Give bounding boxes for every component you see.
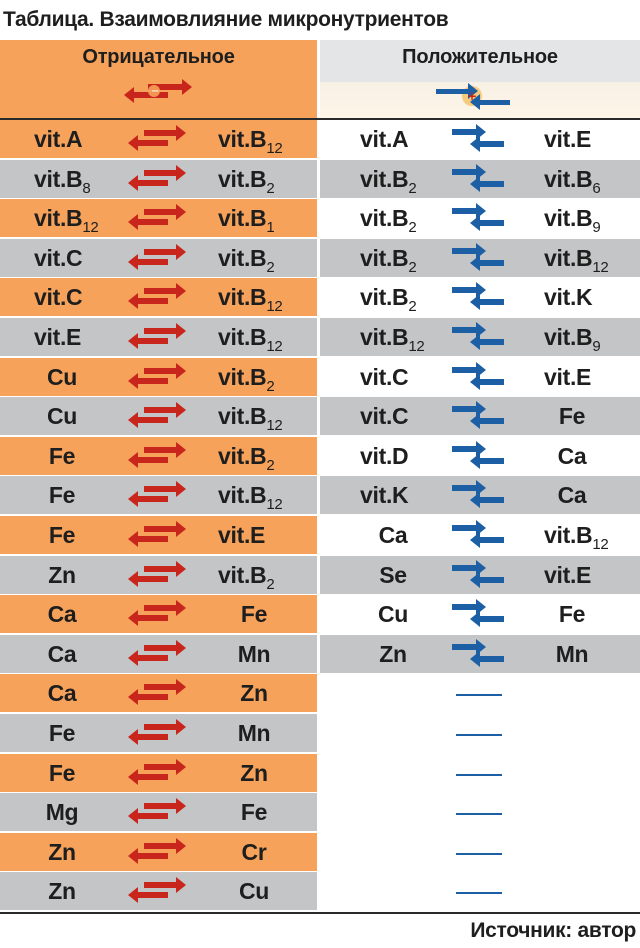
no-interaction-dash (456, 734, 502, 736)
blue-arrow-right (452, 401, 486, 417)
red-arrow-left (128, 214, 168, 230)
red-arrow-right (144, 204, 186, 220)
red-arrow-right (144, 561, 186, 577)
red-arrow-right (144, 798, 186, 814)
red-arrow-right (144, 402, 186, 418)
red-arrow-left (128, 650, 168, 666)
red-arrow-left (128, 689, 168, 705)
red-arrow-left (128, 887, 168, 903)
blue-arrow-right (452, 203, 486, 219)
positive-nutrient-b: Fe (558, 601, 586, 628)
negative-header-label: Отрицательное (82, 46, 235, 68)
positive-cell (320, 635, 640, 673)
column-separator (317, 397, 320, 435)
positive-interaction-arrow (448, 241, 508, 275)
negative-nutrient-b: $vit.B_{12}$ (218, 284, 283, 316)
table-row (0, 833, 640, 871)
column-separator (317, 635, 320, 673)
positive-nutrient-b: Fe (558, 403, 586, 430)
column-separator (317, 793, 320, 831)
negative-interaction-arrow (124, 478, 190, 512)
negative-nutrient-a: Zn (48, 838, 76, 865)
negative-nutrient-a: $vit.B_8$ (34, 165, 91, 197)
negative-interaction-arrow (124, 439, 190, 473)
positive-cell (320, 674, 640, 712)
red-arrow-right (144, 125, 186, 141)
negative-nutrient-b: $vit.B_1$ (218, 205, 275, 237)
column-separator (317, 199, 320, 237)
negative-nutrient-a: Fe (48, 442, 76, 469)
positive-interaction-arrow (448, 478, 508, 512)
red-arrow-left (128, 491, 168, 507)
positive-cell (320, 318, 640, 356)
positive-nutrient-b: $vit.B_9$ (544, 324, 601, 355)
negative-nutrient-a: Fe (48, 720, 76, 746)
table-row (0, 278, 640, 316)
table-row (0, 476, 640, 514)
positive-nutrient-a: vit.C (360, 403, 409, 430)
negative-nutrient-b: Zn (240, 680, 268, 707)
negative-nutrient-a: vit.A (34, 126, 83, 152)
blue-arrow-left (470, 611, 504, 627)
red-arrow-right (144, 283, 186, 299)
column-separator (317, 358, 320, 396)
negative-interaction-arrow (124, 518, 190, 552)
table-row (0, 437, 640, 475)
positive-cell (320, 754, 640, 792)
negative-interaction-arrow (124, 360, 190, 394)
column-separator (317, 278, 320, 316)
negative-nutrient-a: Fe (48, 482, 76, 509)
negative-nutrient-b: $vit.B_{12}$ (218, 126, 283, 157)
negative-interaction-arrow (124, 122, 190, 156)
negative-nutrient-a: Fe (48, 522, 76, 548)
negative-nutrient-b: Fe (240, 601, 268, 628)
positive-cell (320, 476, 640, 514)
negative-cell (0, 833, 317, 871)
red-arrow-left (128, 254, 168, 270)
red-arrow-right (144, 363, 186, 379)
red-arrow-left (128, 848, 168, 864)
negative-interaction-arrow (124, 597, 190, 631)
negative-cell (0, 595, 317, 633)
table-row (0, 516, 640, 554)
red-arrow-right (144, 838, 186, 854)
positive-cell (320, 160, 640, 198)
negative-interaction-arrow (124, 399, 190, 433)
negative-cell (0, 437, 317, 475)
negative-nutrient-a: vit.E (34, 324, 82, 350)
red-arrow-left (128, 729, 168, 745)
negative-interaction-arrow (124, 162, 190, 196)
red-arrow-left (128, 769, 168, 785)
negative-cell (0, 714, 317, 752)
red-arrow-left (128, 452, 168, 468)
blue-arrow-right (452, 480, 486, 496)
negative-cell (0, 120, 317, 158)
positive-cell (320, 556, 640, 594)
red-arrow-right (144, 640, 186, 656)
red-arrow-right (144, 877, 186, 893)
positive-nutrient-a: Zn (379, 640, 407, 667)
positive-nutrient-b: Ca (557, 482, 587, 509)
column-separator (317, 516, 320, 554)
table-row (0, 556, 640, 594)
red-arrow-right (144, 521, 186, 537)
table-row (0, 358, 640, 396)
negative-interaction-arrow (124, 676, 190, 710)
positive-interaction-arrow (448, 320, 508, 354)
red-arrow-right (144, 442, 186, 458)
negative-nutrient-b: $vit.B_{12}$ (218, 324, 283, 355)
positive-nutrient-b: $vit.B_9$ (544, 205, 601, 237)
blue-arrow-left (470, 651, 504, 667)
negative-nutrient-a: $vit.B_{12}$ (34, 205, 99, 237)
red-arrow-left (128, 175, 168, 191)
positive-interaction-arrow (448, 597, 508, 631)
blue-arrow-left (470, 532, 504, 548)
table-row (0, 318, 640, 356)
positive-nutrient-a: vit.D (360, 442, 409, 469)
positive-nutrient-a: $vit.B_2$ (360, 165, 417, 197)
blue-arrow-right (452, 282, 486, 298)
negative-nutrient-b: $vit.B_2$ (218, 244, 275, 276)
blue-arrow-left (470, 453, 504, 469)
red-arrow-left (128, 333, 168, 349)
negative-cell (0, 239, 317, 277)
red-arrow-right (144, 481, 186, 497)
column-separator (317, 476, 320, 514)
positive-cell (320, 120, 640, 158)
table-row (0, 872, 640, 910)
negative-cell (0, 160, 317, 198)
negative-nutrient-a: Cu (46, 363, 78, 390)
negative-nutrient-a: Zn (48, 878, 76, 905)
negative-cell (0, 754, 317, 792)
bottom-rule (0, 912, 640, 914)
positive-interaction-arrow (448, 558, 508, 592)
positive-interaction-arrow (448, 280, 508, 314)
blue-arrow-left (470, 572, 504, 588)
negative-cell (0, 476, 317, 514)
negative-cell (0, 793, 317, 831)
negative-cell (0, 318, 317, 356)
red-arrow-left (128, 135, 168, 151)
positive-nutrient-b: $vit.B_{12}$ (544, 522, 609, 553)
blue-arrow-right (452, 124, 486, 140)
positive-cell (320, 199, 640, 237)
no-interaction-dash (456, 813, 502, 815)
positive-nutrient-b: vit.E (544, 126, 592, 152)
positive-cell (320, 595, 640, 633)
positive-interaction-arrow (448, 518, 508, 552)
blue-arrow-right (452, 243, 486, 259)
column-separator (317, 437, 320, 475)
column-separator (317, 754, 320, 792)
negative-cell (0, 674, 317, 712)
negative-nutrient-b: Mn (237, 640, 271, 667)
no-interaction-dash (456, 694, 502, 696)
column-separator (317, 714, 320, 752)
negative-nutrient-b: vit.E (218, 522, 266, 548)
negative-nutrient-b: $vit.B_2$ (218, 442, 275, 474)
red-arrow-right (144, 679, 186, 695)
positive-cell (320, 358, 640, 396)
table-title: Таблица. Взаимовлияние микронутриентов (3, 8, 449, 31)
red-arrow-left (128, 610, 168, 626)
positive-nutrient-b: Ca (557, 442, 587, 469)
column-separator (317, 318, 320, 356)
positive-nutrient-b: vit.E (544, 561, 592, 588)
positive-cell (320, 397, 640, 435)
column-separator (317, 595, 320, 633)
positive-interaction-icon (430, 78, 520, 112)
blue-arrow-right (452, 560, 486, 576)
table-row (0, 635, 640, 673)
negative-nutrient-a: Ca (47, 680, 77, 707)
column-separator (317, 160, 320, 198)
blue-arrow-left (470, 215, 504, 231)
negative-nutrient-b: Fe (240, 799, 268, 826)
blue-arrow-left (470, 294, 504, 310)
negative-interaction-arrow (124, 756, 190, 790)
svg-text:−: − (151, 86, 160, 97)
red-arrow-right (144, 600, 186, 616)
negative-nutrient-b: $vit.B_{12}$ (218, 482, 283, 514)
positive-nutrient-a: vit.C (360, 363, 409, 390)
source-note: Источник: автор (470, 919, 636, 942)
red-arrow-left (128, 808, 168, 824)
blue-arrow-left (470, 413, 504, 429)
column-separator (317, 833, 320, 871)
red-arrow-left (128, 412, 168, 428)
positive-interaction-arrow (448, 399, 508, 433)
red-arrow-left (128, 571, 168, 587)
positive-nutrient-b: Mn (555, 640, 589, 667)
svg-text:+: + (467, 89, 478, 103)
no-interaction-dash (456, 853, 502, 855)
negative-cell (0, 199, 317, 237)
blue-arrow-left (470, 255, 504, 271)
red-arrow-right (144, 165, 186, 181)
negative-nutrient-a: Mg (45, 799, 79, 826)
negative-interaction-arrow (124, 280, 190, 314)
positive-interaction-arrow (448, 162, 508, 196)
negative-nutrient-a: vit.C (34, 284, 83, 311)
positive-cell (320, 516, 640, 554)
negative-interaction-arrow (124, 835, 190, 869)
negative-nutrient-a: vit.C (34, 244, 83, 271)
table-row (0, 714, 640, 752)
red-arrow-left (128, 293, 168, 309)
blue-arrow-left (470, 334, 504, 350)
red-arrow-left (128, 531, 168, 547)
blue-arrow-right (452, 441, 486, 457)
blue-arrow-right (452, 599, 486, 615)
negative-nutrient-b: Cr (241, 838, 267, 865)
positive-interaction-arrow (448, 201, 508, 235)
positive-cell (320, 833, 640, 871)
table-row (0, 160, 640, 198)
positive-nutrient-a: $vit.B_2$ (360, 205, 417, 237)
blue-arrow-right (452, 639, 486, 655)
negative-nutrient-b: $vit.B_{12}$ (218, 403, 283, 435)
red-arrow-right (144, 244, 186, 260)
negative-interaction-icon (118, 78, 198, 108)
positive-cell (320, 714, 640, 752)
negative-nutrient-b: $vit.B_2$ (218, 165, 275, 197)
negative-nutrient-a: Ca (47, 640, 77, 667)
positive-nutrient-a: $vit.B_{12}$ (360, 324, 425, 355)
positive-interaction-arrow (448, 439, 508, 473)
negative-cell (0, 358, 317, 396)
positive-interaction-arrow (448, 360, 508, 394)
negative-interaction-arrow (124, 716, 190, 750)
table-row (0, 595, 640, 633)
table-row (0, 793, 640, 831)
negative-interaction-arrow (124, 795, 190, 829)
positive-cell (320, 239, 640, 277)
blue-arrow-right (452, 322, 486, 338)
red-arrow-right (144, 323, 186, 339)
positive-interaction-arrow (448, 637, 508, 671)
blue-arrow-left (470, 374, 504, 390)
red-arrow-right (144, 759, 186, 775)
negative-nutrient-b: Cu (238, 878, 270, 905)
table-row (0, 199, 640, 237)
negative-interaction-arrow (124, 558, 190, 592)
table-row (0, 120, 640, 158)
positive-cell (320, 437, 640, 475)
negative-interaction-arrow (124, 637, 190, 671)
negative-cell (0, 556, 317, 594)
negative-interaction-arrow (124, 201, 190, 235)
negative-nutrient-b: $vit.B_2$ (218, 363, 275, 395)
negative-cell (0, 397, 317, 435)
blue-arrow-left (470, 492, 504, 508)
column-separator (317, 120, 320, 158)
negative-cell (0, 635, 317, 673)
positive-nutrient-b: $vit.B_6$ (544, 165, 601, 197)
positive-nutrient-b: vit.E (544, 363, 592, 390)
negative-nutrient-a: Cu (46, 403, 78, 430)
no-interaction-dash (456, 774, 502, 776)
positive-cell (320, 793, 640, 831)
negative-interaction-arrow (124, 874, 190, 908)
positive-cell (320, 872, 640, 910)
negative-nutrient-a: Fe (48, 759, 76, 786)
blue-arrow-left (470, 136, 504, 152)
negative-nutrient-b: $vit.B_2$ (218, 561, 275, 593)
positive-nutrient-a: $vit.B_2$ (360, 284, 417, 316)
red-arrow-right (144, 719, 186, 735)
positive-header (320, 40, 640, 120)
positive-nutrient-b: $vit.B_{12}$ (544, 244, 609, 276)
positive-cell (320, 278, 640, 316)
blue-arrow-left (470, 176, 504, 192)
negative-cell (0, 516, 317, 554)
positive-nutrient-b: vit.K (544, 284, 593, 311)
no-interaction-dash (456, 892, 502, 894)
negative-header (0, 40, 317, 120)
negative-interaction-arrow (124, 241, 190, 275)
negative-nutrient-a: Zn (48, 561, 76, 588)
table-row (0, 239, 640, 277)
column-separator (317, 872, 320, 910)
blue-arrow-right (452, 520, 486, 536)
negative-interaction-arrow (124, 320, 190, 354)
positive-nutrient-a: vit.A (360, 126, 409, 152)
negative-nutrient-b: Mn (237, 720, 271, 746)
column-separator (317, 556, 320, 594)
blue-arrow-right (452, 362, 486, 378)
column-separator (317, 674, 320, 712)
red-arrow-left (128, 373, 168, 389)
positive-header-label: Положительное (402, 46, 558, 68)
table-row (0, 754, 640, 792)
positive-nutrient-a: Cu (377, 601, 409, 628)
column-separator (317, 239, 320, 277)
positive-interaction-arrow (448, 122, 508, 156)
negative-cell (0, 278, 317, 316)
positive-nutrient-a: vit.K (360, 482, 409, 509)
negative-nutrient-b: Zn (240, 759, 268, 786)
blue-arrow-right (452, 164, 486, 180)
positive-nutrient-a: Ca (378, 522, 408, 548)
table-row (0, 674, 640, 712)
positive-nutrient-a: Se (379, 561, 407, 588)
negative-nutrient-a: Ca (47, 601, 77, 628)
table-row (0, 397, 640, 435)
positive-nutrient-a: $vit.B_2$ (360, 244, 417, 276)
negative-cell (0, 872, 317, 910)
